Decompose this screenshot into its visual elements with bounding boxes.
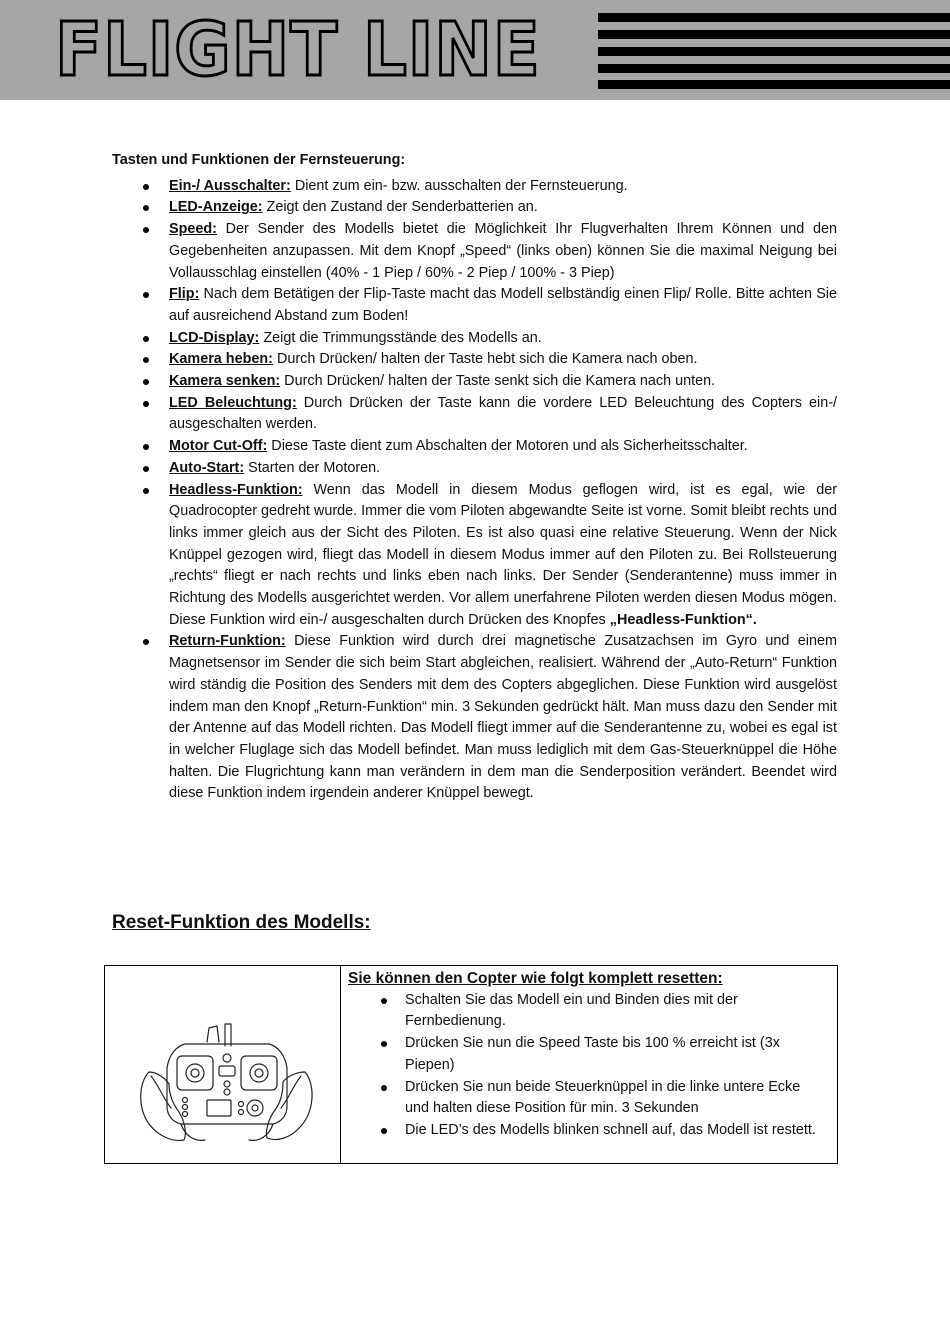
header-stripe [598, 64, 950, 73]
reset-table [104, 965, 838, 1164]
bullet-icon [143, 444, 149, 450]
function-description: Diese Funktion wird durch drei magnetische Zusatzachsen im Gyro und einem Magnetsensor im Sender die sich beim Start abgleichen, realisiert. Während der „Auto-Return“ Funktion wird ständig die Position des Senders mit dem des Copters abgeglichen. Diese Funktion wird ausgelöst indem man den Knopf „Return-Funktion“ min. 3 Sekunden gedrückt hält. Man muss dazu den Sender mit der Antenne auf das Modell richten. Das Modell fliegt immer auf die Senderantenne zu, wobei es egal ist in welcher Fluglage sich das Modell befindet. Man muss lediglich mit dem Gas-Steuerknüppel die Höhe halten. Die Flugrichtung kann man verändern in dem man die Senderposition verändert. Beendet wird diese Funktion indem irgendein anderer Knüppel bewegt. [169, 633, 837, 802]
bullet-icon [381, 1041, 387, 1047]
function-term: Headless-Funktion: [169, 481, 303, 498]
reset-step-text: Schalten Sie das Modell ein und Binden dies mit der Fernbedienung. [405, 991, 738, 1030]
bullet-icon [143, 205, 149, 211]
function-description: Durch Drücken/ halten der Taste hebt sich die Kamera nach oben. [272, 351, 698, 368]
function-term: Kamera heben: [169, 351, 273, 368]
function-term: LCD-Display: [169, 329, 260, 346]
function-item-led-lighting [112, 393, 837, 436]
function-description: Diese Taste dient zum Abschalten der Motoren und als Sicherheitsschalter. [267, 438, 748, 455]
function-term: Motor Cut-Off: [169, 438, 268, 455]
function-item-led-indicator [112, 197, 837, 219]
function-description: Durch Drücken/ halten der Taste senkt sich die Kamera nach unten. [280, 373, 716, 390]
header-stripes [598, 13, 950, 89]
bullet-icon [143, 379, 149, 385]
function-description: Starten der Motoren. [244, 459, 381, 476]
functions-heading: Tasten und Funktionen der Fernsteuerung: [112, 152, 406, 168]
function-description: Durch Drücken der Taste kann die vordere LED Beleuchtung des Copters ein-/ ausgeschalten werden. [169, 394, 837, 433]
reset-subtitle: Sie können den Copter wie folgt komplett resetten: [348, 970, 723, 987]
bullet-icon [143, 466, 149, 472]
function-term: Return-Funktion: [169, 633, 286, 650]
function-item-headless [112, 480, 837, 632]
bullet-icon [143, 488, 149, 494]
function-term: LED-Anzeige: [169, 199, 263, 216]
function-item-return [112, 631, 837, 805]
bullet-icon [143, 227, 149, 233]
function-term: Kamera senken: [169, 373, 281, 390]
function-item-motor-cutoff [112, 436, 837, 458]
bullet-icon [143, 336, 149, 342]
reset-title: Reset-Funktion des Modells: [112, 912, 371, 933]
bullet-icon [143, 639, 149, 645]
reset-steps [348, 990, 818, 1142]
flight-line-logo: FLIGHT LINE [55, 7, 541, 93]
header-stripe [598, 47, 950, 56]
reset-instructions [348, 968, 818, 1142]
function-description: Dient zum ein- bzw. ausschalten der Fernsteuerung. [290, 177, 628, 194]
function-item-camera-up [112, 349, 837, 371]
table-divider [340, 966, 341, 1163]
bullet-icon [381, 998, 387, 1004]
function-item-speed [112, 219, 837, 284]
function-term: LED Beleuchtung: [169, 394, 297, 411]
function-term: Flip: [169, 286, 200, 303]
function-description: Zeigt den Zustand der Senderbatterien an. [262, 199, 538, 216]
bullet-icon [143, 401, 149, 407]
remote-control-hands-icon [129, 1012, 319, 1152]
header-stripe [598, 80, 950, 89]
header-stripe [598, 13, 950, 22]
function-term: Ein-/ Ausschalter: [169, 177, 291, 194]
reset-step-text: Drücken Sie nun die Speed Taste bis 100 % erreicht ist (3x Piepen) [405, 1035, 780, 1073]
function-description: Wenn das Modell in diesem Modus geflogen wird, ist es egal, wie der Quadrocopter gedreht wurde. Immer die vom Piloten abgewandte Seite ist vorne. Somit bleibt rechts und links immer gleich aus der Sicht des Piloten. Es ist also quasi eine relative Steuerung. Wenn der Nick Knüppel gezogen wird, fliegt das Modell in diesem Modus immer auf den Piloten zu. Bei Rollsteuerung „rechts“ fliegt er nach rechts und links eben nach links. Der Sender (Senderantenne) muss immer in Richtung des Modells ausgerichtet werden. Vor allem unerfahrene Piloten werden diesen Modus mögen. Diese Funktion wird ein-/ ausgeschalten durch Drücken des Knopfes [169, 481, 837, 628]
function-item-lcd-display [112, 328, 837, 350]
function-item-camera-down [112, 371, 837, 393]
reset-step [348, 990, 818, 1033]
function-item-power [112, 176, 837, 198]
function-description: Nach dem Betätigen der Flip-Taste macht das Modell selbständig einen Flip/ Rolle. Bitte achten Sie auf ausreichend Abstand zum Boden! [169, 286, 837, 324]
functions-section [112, 150, 837, 805]
bullet-icon [143, 184, 149, 190]
function-item-flip [112, 284, 837, 327]
function-term: Auto-Start: [169, 459, 245, 476]
bullet-icon [381, 1128, 387, 1134]
reset-step-text: Drücken Sie nun beide Steuerknüppel in die linke untere Ecke und halten diese Position für min. 3 Sekunden [405, 1078, 801, 1117]
header-stripe [598, 30, 950, 39]
bullet-icon [381, 1085, 387, 1091]
reset-step [348, 1120, 818, 1142]
reset-step-text: Die LED’s des Modells blinken schnell auf, das Modell ist restett. [405, 1121, 816, 1138]
bullet-icon [143, 292, 149, 298]
function-item-auto-start [112, 458, 837, 480]
functions-list [112, 176, 837, 805]
function-emphasis: „Headless-Funktion“. [609, 611, 757, 628]
reset-step [348, 1033, 818, 1076]
bullet-icon [143, 357, 149, 363]
function-description: Zeigt die Trimmungsstände des Modells an. [259, 329, 542, 346]
header-banner [0, 0, 950, 100]
reset-step [348, 1077, 818, 1120]
function-description: Der Sender des Modells bietet die Möglichkeit Ihr Flugverhalten Ihrem Können und den Gegebenheiten anzupassen. Mit dem Knopf „Speed“ (links oben) können Sie die maximal Neigung bei Vollausschlag einstellen (40% - 1 Piep / 60% - 2 Piep / 100% - 3 Piep) [169, 221, 837, 281]
function-term: Speed: [169, 221, 217, 238]
